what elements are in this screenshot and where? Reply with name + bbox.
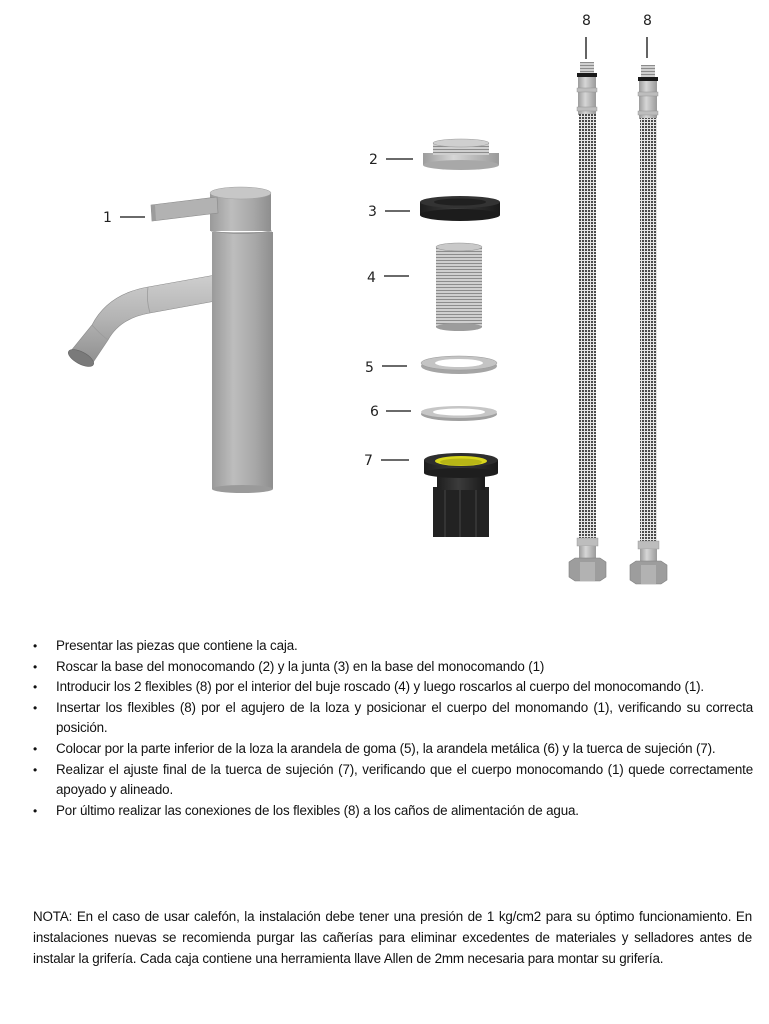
flexible-hose-right: [630, 65, 667, 584]
step-text: Presentar las piezas que contiene la caja.: [56, 638, 298, 653]
step-item: [33, 636, 753, 657]
callout-6: 6: [370, 404, 379, 420]
bullet: •: [33, 659, 38, 674]
step-item: [33, 739, 753, 760]
bullet: •: [33, 803, 38, 818]
bullet: •: [33, 639, 38, 653]
bullet: •: [33, 680, 38, 695]
leader-lines: [120, 37, 647, 460]
faucet-body: [66, 187, 273, 493]
step-item: [33, 677, 753, 698]
step-text: Colocar por la parte inferior de la loza la arandela de goma (5), la arandela metálica (6) y la tuerca de sujeción (7).: [56, 740, 716, 756]
part-7-nut: [424, 453, 498, 537]
step-text: Introducir los 2 flexibles (8) por el interior del buje roscado (4) y luego roscarlos al cuerpo del monocomando (1).: [56, 679, 704, 695]
callout-3: 3: [368, 204, 377, 220]
note-paragraph: NOTA: En el caso de usar calefón, la instalación debe tener una presión de 1 kg/cm2 para su óptimo funcionamiento. En instalaciones nuevas se recomienda purgar las cañerías para eliminar excedentes de materiales y selladores antes de instalar la grifería. Cada caja contiene una herramienta llave Allen de 2mm necesaria para montar su grifería.: [33, 909, 752, 966]
step-text: Insertar los flexibles (8) por el agujero de la loza y posicionar el cuerpo del monomando (1), verificando su correcta posición.: [56, 699, 753, 736]
step-item: [33, 801, 753, 822]
bullet: •: [33, 762, 38, 777]
step-item: [33, 760, 753, 801]
part-5-rubber-washer: [421, 356, 497, 374]
bullet: •: [33, 741, 38, 756]
part-3-gasket: [420, 196, 500, 221]
bullet: •: [33, 700, 38, 715]
callout-8-right: 8: [643, 13, 652, 29]
step-item: [33, 657, 753, 678]
callout-7: 7: [364, 453, 373, 469]
installation-steps: [33, 636, 753, 821]
callout-8-left: 8: [582, 13, 591, 29]
step-item: [33, 698, 753, 739]
step-text: Roscar la base del monocomando (2) y la junta (3) en la base del monocomando (1): [56, 658, 545, 674]
callout-4: 4: [367, 270, 376, 286]
callout-5: 5: [365, 360, 374, 376]
step-text: Realizar el ajuste final de la tuerca de sujeción (7), verificando que el cuerpo monocomando (1) quede correctamente apoyado y alineado.: [56, 761, 753, 798]
part-2-base: [423, 139, 499, 170]
part-4-threaded-bushing: [436, 243, 482, 331]
part-6-metal-washer: [421, 406, 497, 421]
flexible-hose-left: [569, 62, 606, 581]
callout-1: 1: [103, 210, 112, 226]
callout-2: 2: [369, 152, 378, 168]
step-text: Por último realizar las conexiones de los flexibles (8) a los caños de alimentación de agua.: [56, 802, 579, 818]
